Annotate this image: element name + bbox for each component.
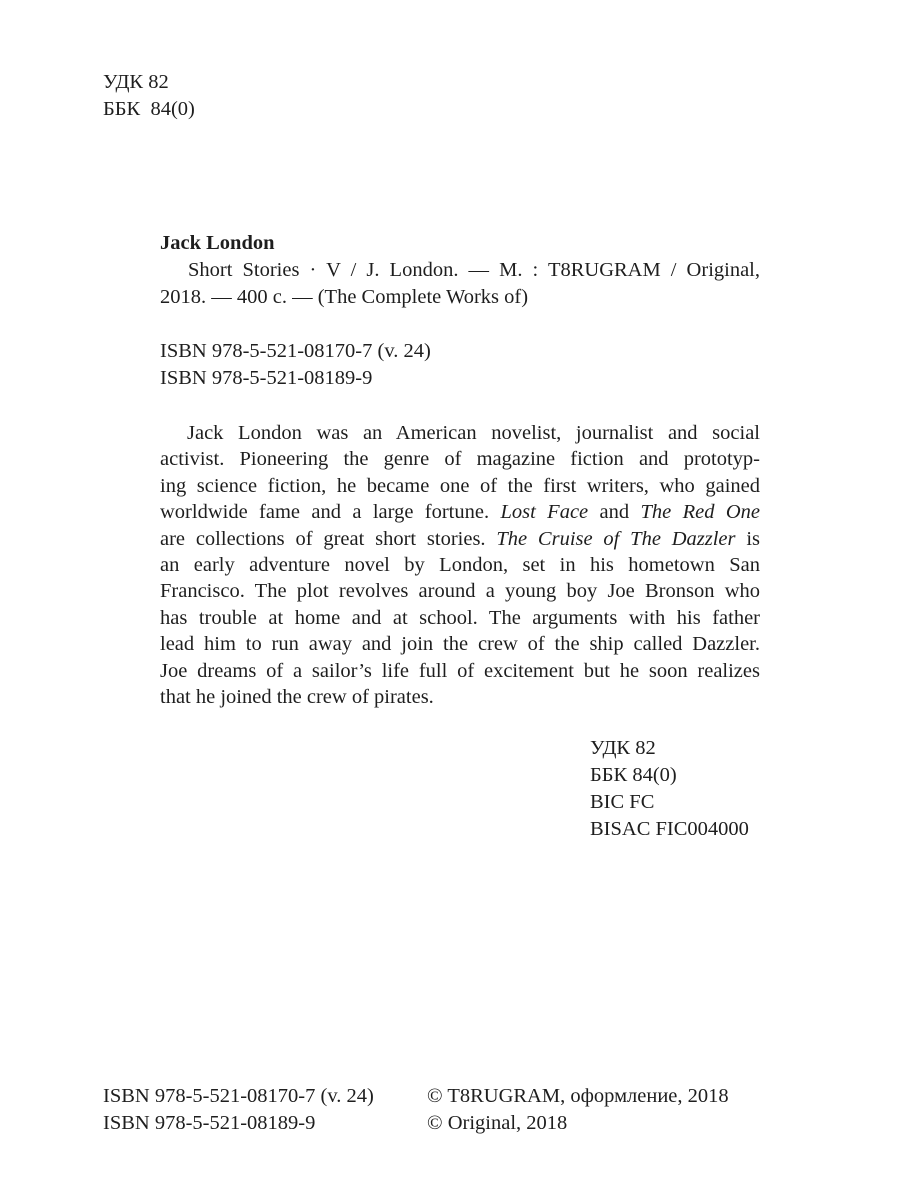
abstract-line: that he joined the crew of pirates. <box>160 685 434 708</box>
abstract-paragraph <box>160 420 760 710</box>
abstract-line: Francisco. The plot revolves around a young boy Joe Bronson who <box>160 580 760 603</box>
top-classification <box>103 69 195 123</box>
abstract-line: ing science fiction, he became one of the first writers, who gained <box>160 474 760 497</box>
text: worldwide fame and a large fortune. <box>160 501 501 524</box>
classification-codes <box>590 735 749 843</box>
abstract-line: lead him to run away and join the crew of the ship called Dazzler. <box>160 633 760 656</box>
bib-line: 2018. — 400 c. — (The Complete Works of) <box>160 286 529 308</box>
bbk-code: ББК 84(0) <box>103 98 195 120</box>
abstract-line: has trouble at home and at school. The arguments with his father <box>160 606 760 629</box>
udk-code: УДК 82 <box>590 737 656 759</box>
isbn-series: ISBN 978-5-521-08189-9 <box>103 1112 316 1134</box>
abstract-line: Joe dreams of a sailor’s life full of excitement but he soon realizes <box>160 659 760 682</box>
bib-line: Short Stories · V / J. London. — M. : T8RUGRAM / Original, <box>188 259 760 281</box>
book-title: The Red One <box>640 501 760 524</box>
isbn-volume: ISBN 978-5-521-08170-7 (v. 24) <box>103 1085 374 1107</box>
book-title: Lost Face <box>500 501 589 524</box>
author-name: Jack London <box>160 232 275 254</box>
book-title: The Cruise of The Dazzler <box>496 527 736 550</box>
abstract-line: Jack London was an American novelist, journalist and social <box>187 422 760 444</box>
abstract-line: an early adventure novel by London, set in his hometown San <box>160 553 760 576</box>
bic-code: BIC FC <box>590 791 655 813</box>
bbk-code: ББК 84(0) <box>590 764 677 786</box>
footer-isbn <box>103 1083 374 1137</box>
bibliographic-record <box>160 230 760 392</box>
abstract-line <box>160 499 760 525</box>
abstract-line: activist. Pioneering the genre of magazine fiction and prototyp- <box>160 448 760 471</box>
footer-copyright <box>427 1083 729 1137</box>
udk-code: УДК 82 <box>103 71 169 93</box>
copyright-original: © Original, 2018 <box>427 1112 568 1134</box>
isbn-volume: ISBN 978-5-521-08170-7 (v. 24) <box>160 340 431 362</box>
copyright-design: © T8RUGRAM, оформление, 2018 <box>427 1085 729 1107</box>
text: are collections of great short stories. <box>160 527 497 550</box>
bisac-code: BISAC FIC004000 <box>590 818 749 840</box>
isbn-series: ISBN 978-5-521-08189-9 <box>160 367 373 389</box>
text: is <box>735 527 760 550</box>
text: and <box>588 501 641 524</box>
abstract-line <box>160 526 760 552</box>
